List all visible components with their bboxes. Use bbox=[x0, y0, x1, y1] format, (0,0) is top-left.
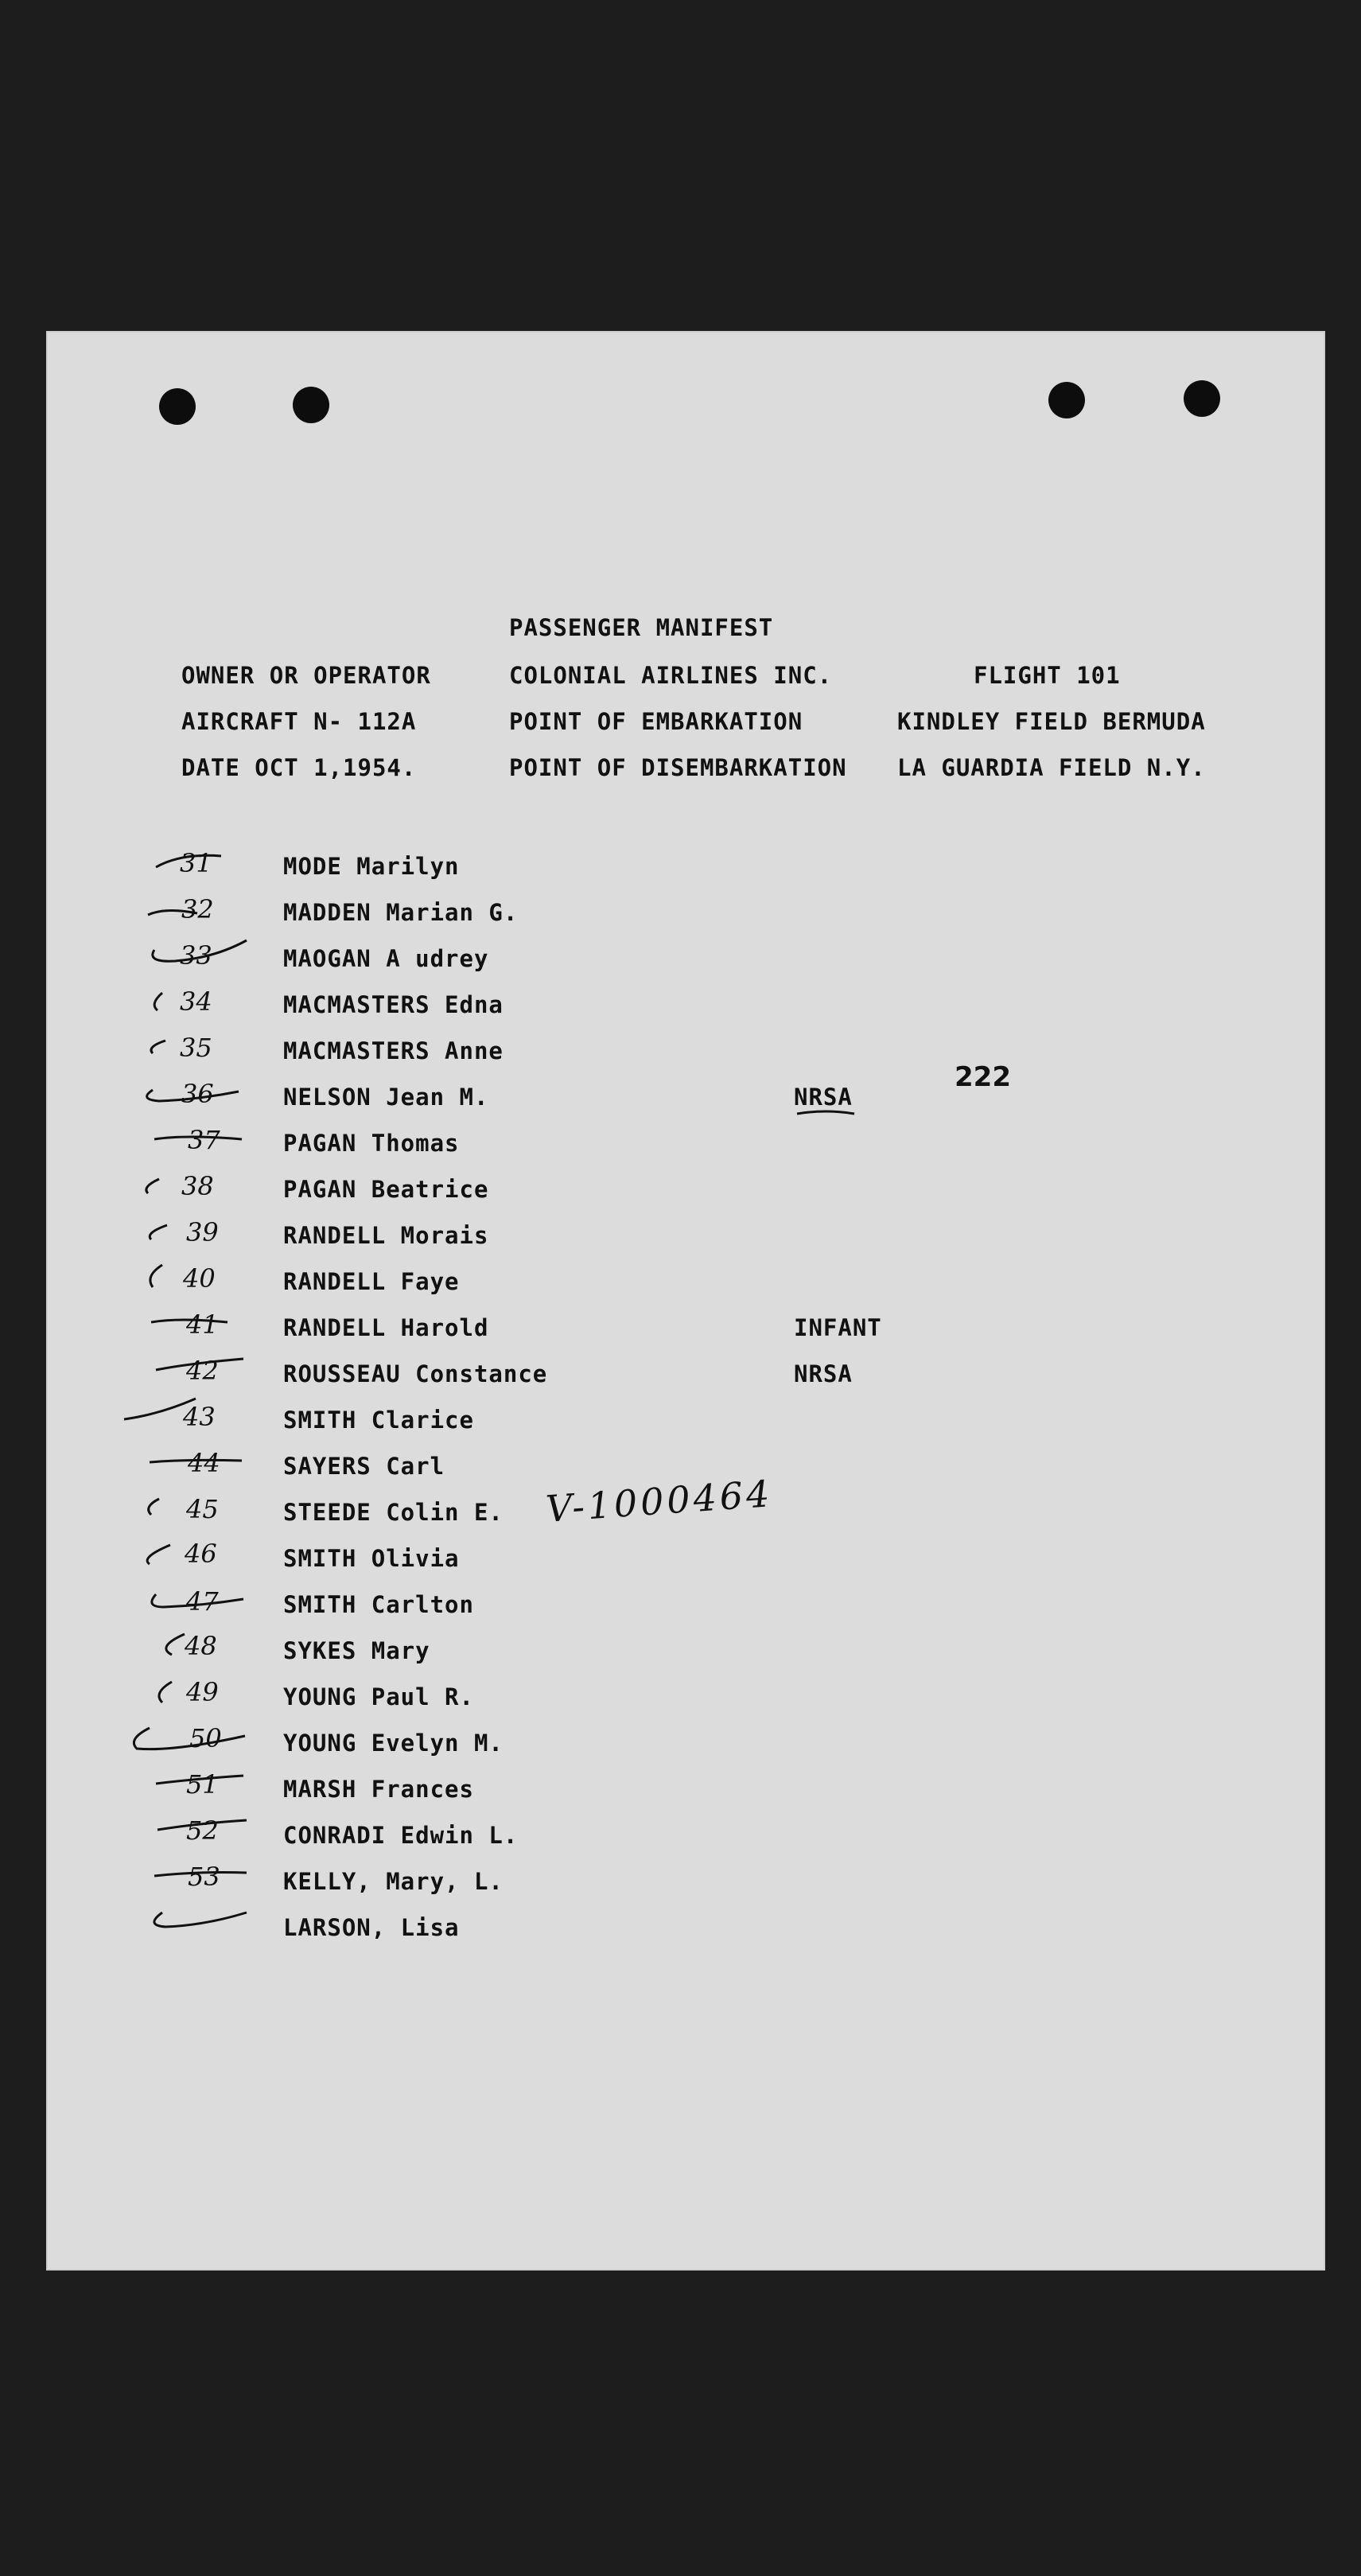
check-mark-icon bbox=[138, 1488, 186, 1527]
passenger-number: 31 bbox=[180, 848, 212, 878]
underline-mark bbox=[794, 1107, 857, 1119]
passenger-number: 32 bbox=[181, 894, 214, 924]
flight-number: FLIGHT 101 bbox=[974, 662, 1121, 689]
manifest-title: PASSENGER MANIFEST bbox=[509, 614, 774, 641]
owner-value: COLONIAL AIRLINES INC. bbox=[509, 662, 833, 689]
check-mark-icon bbox=[138, 1165, 186, 1204]
disembark-value: LA GUARDIA FIELD N.Y. bbox=[897, 754, 1206, 781]
passenger-number: 37 bbox=[188, 1125, 220, 1155]
passenger-number: 33 bbox=[180, 940, 212, 971]
check-mark-icon bbox=[138, 1257, 186, 1297]
passenger-name: MARSH Frances bbox=[283, 1776, 474, 1803]
date-label: DATE OCT 1,1954. bbox=[181, 754, 417, 781]
passenger-number: 40 bbox=[183, 1263, 216, 1294]
passenger-name: SMITH Carlton bbox=[283, 1591, 474, 1618]
passenger-name: MACMASTERS Edna bbox=[283, 991, 504, 1018]
passenger-number: 48 bbox=[185, 1631, 217, 1661]
passenger-name: MODE Marilyn bbox=[283, 853, 460, 880]
passenger-name: STEEDE Colin E. bbox=[283, 1499, 504, 1526]
passenger-note: NRSA bbox=[794, 1084, 853, 1111]
passenger-number: 36 bbox=[181, 1079, 214, 1109]
punch-hole bbox=[159, 388, 196, 425]
passenger-name: RANDELL Harold bbox=[283, 1314, 489, 1341]
stamp-number: 222 bbox=[955, 1061, 1011, 1093]
passenger-name: KELLY, Mary, L. bbox=[283, 1868, 504, 1895]
passenger-name: CONRADI Edwin L. bbox=[283, 1822, 519, 1849]
passenger-name: PAGAN Thomas bbox=[283, 1130, 460, 1157]
passenger-name: LARSON, Lisa bbox=[283, 1914, 460, 1941]
punch-hole bbox=[293, 387, 329, 423]
passenger-number: 43 bbox=[183, 1402, 216, 1432]
passenger-number: 38 bbox=[181, 1171, 214, 1201]
passenger-name: SYKES Mary bbox=[283, 1637, 430, 1664]
passenger-number: 41 bbox=[186, 1309, 219, 1340]
passenger-number: 44 bbox=[188, 1448, 220, 1478]
passenger-number: 52 bbox=[186, 1815, 219, 1846]
handwritten-note: V-1000464 bbox=[544, 1472, 774, 1531]
passenger-name: SMITH Clarice bbox=[283, 1407, 474, 1434]
passenger-number: 53 bbox=[188, 1862, 220, 1892]
punch-hole bbox=[1048, 382, 1085, 418]
passenger-number: 46 bbox=[185, 1539, 217, 1569]
passenger-number: 51 bbox=[186, 1769, 219, 1800]
passenger-name: YOUNG Paul R. bbox=[283, 1683, 474, 1710]
passenger-name: SMITH Olivia bbox=[283, 1545, 460, 1572]
passenger-number: 49 bbox=[186, 1677, 219, 1707]
passenger-name: ROUSSEAU Constance bbox=[283, 1360, 548, 1387]
passenger-number: 34 bbox=[180, 986, 212, 1017]
passenger-number: 50 bbox=[189, 1723, 222, 1753]
passenger-number: 39 bbox=[186, 1217, 219, 1247]
owner-label: OWNER OR OPERATOR bbox=[181, 662, 431, 689]
passenger-number: 42 bbox=[186, 1356, 219, 1386]
passenger-name: NELSON Jean M. bbox=[283, 1084, 489, 1111]
passenger-name: YOUNG Evelyn M. bbox=[283, 1730, 504, 1757]
embark-value: KINDLEY FIELD BERMUDA bbox=[897, 708, 1206, 735]
punch-hole bbox=[1184, 380, 1220, 417]
passenger-number: 35 bbox=[180, 1033, 212, 1063]
passenger-note: INFANT bbox=[794, 1314, 882, 1341]
disembark-label: POINT OF DISEMBARKATION bbox=[509, 754, 847, 781]
passenger-number: 45 bbox=[186, 1494, 219, 1524]
passenger-name: MADDEN Marian G. bbox=[283, 899, 519, 926]
passenger-name: PAGAN Beatrice bbox=[283, 1176, 489, 1203]
passenger-number: 47 bbox=[186, 1586, 219, 1617]
passenger-name: SAYERS Carl bbox=[283, 1453, 445, 1480]
passenger-name: MACMASTERS Anne bbox=[283, 1037, 504, 1064]
passenger-note: NRSA bbox=[794, 1360, 853, 1387]
manifest-paper bbox=[46, 331, 1325, 2271]
aircraft-label: AIRCRAFT N- 112A bbox=[181, 708, 417, 735]
passenger-name: RANDELL Morais bbox=[283, 1222, 489, 1249]
passenger-name: RANDELL Faye bbox=[283, 1268, 460, 1295]
passenger-name: MAOGAN A udrey bbox=[283, 945, 489, 972]
embark-label: POINT OF EMBARKATION bbox=[509, 708, 803, 735]
check-mark-icon bbox=[142, 1901, 253, 1941]
